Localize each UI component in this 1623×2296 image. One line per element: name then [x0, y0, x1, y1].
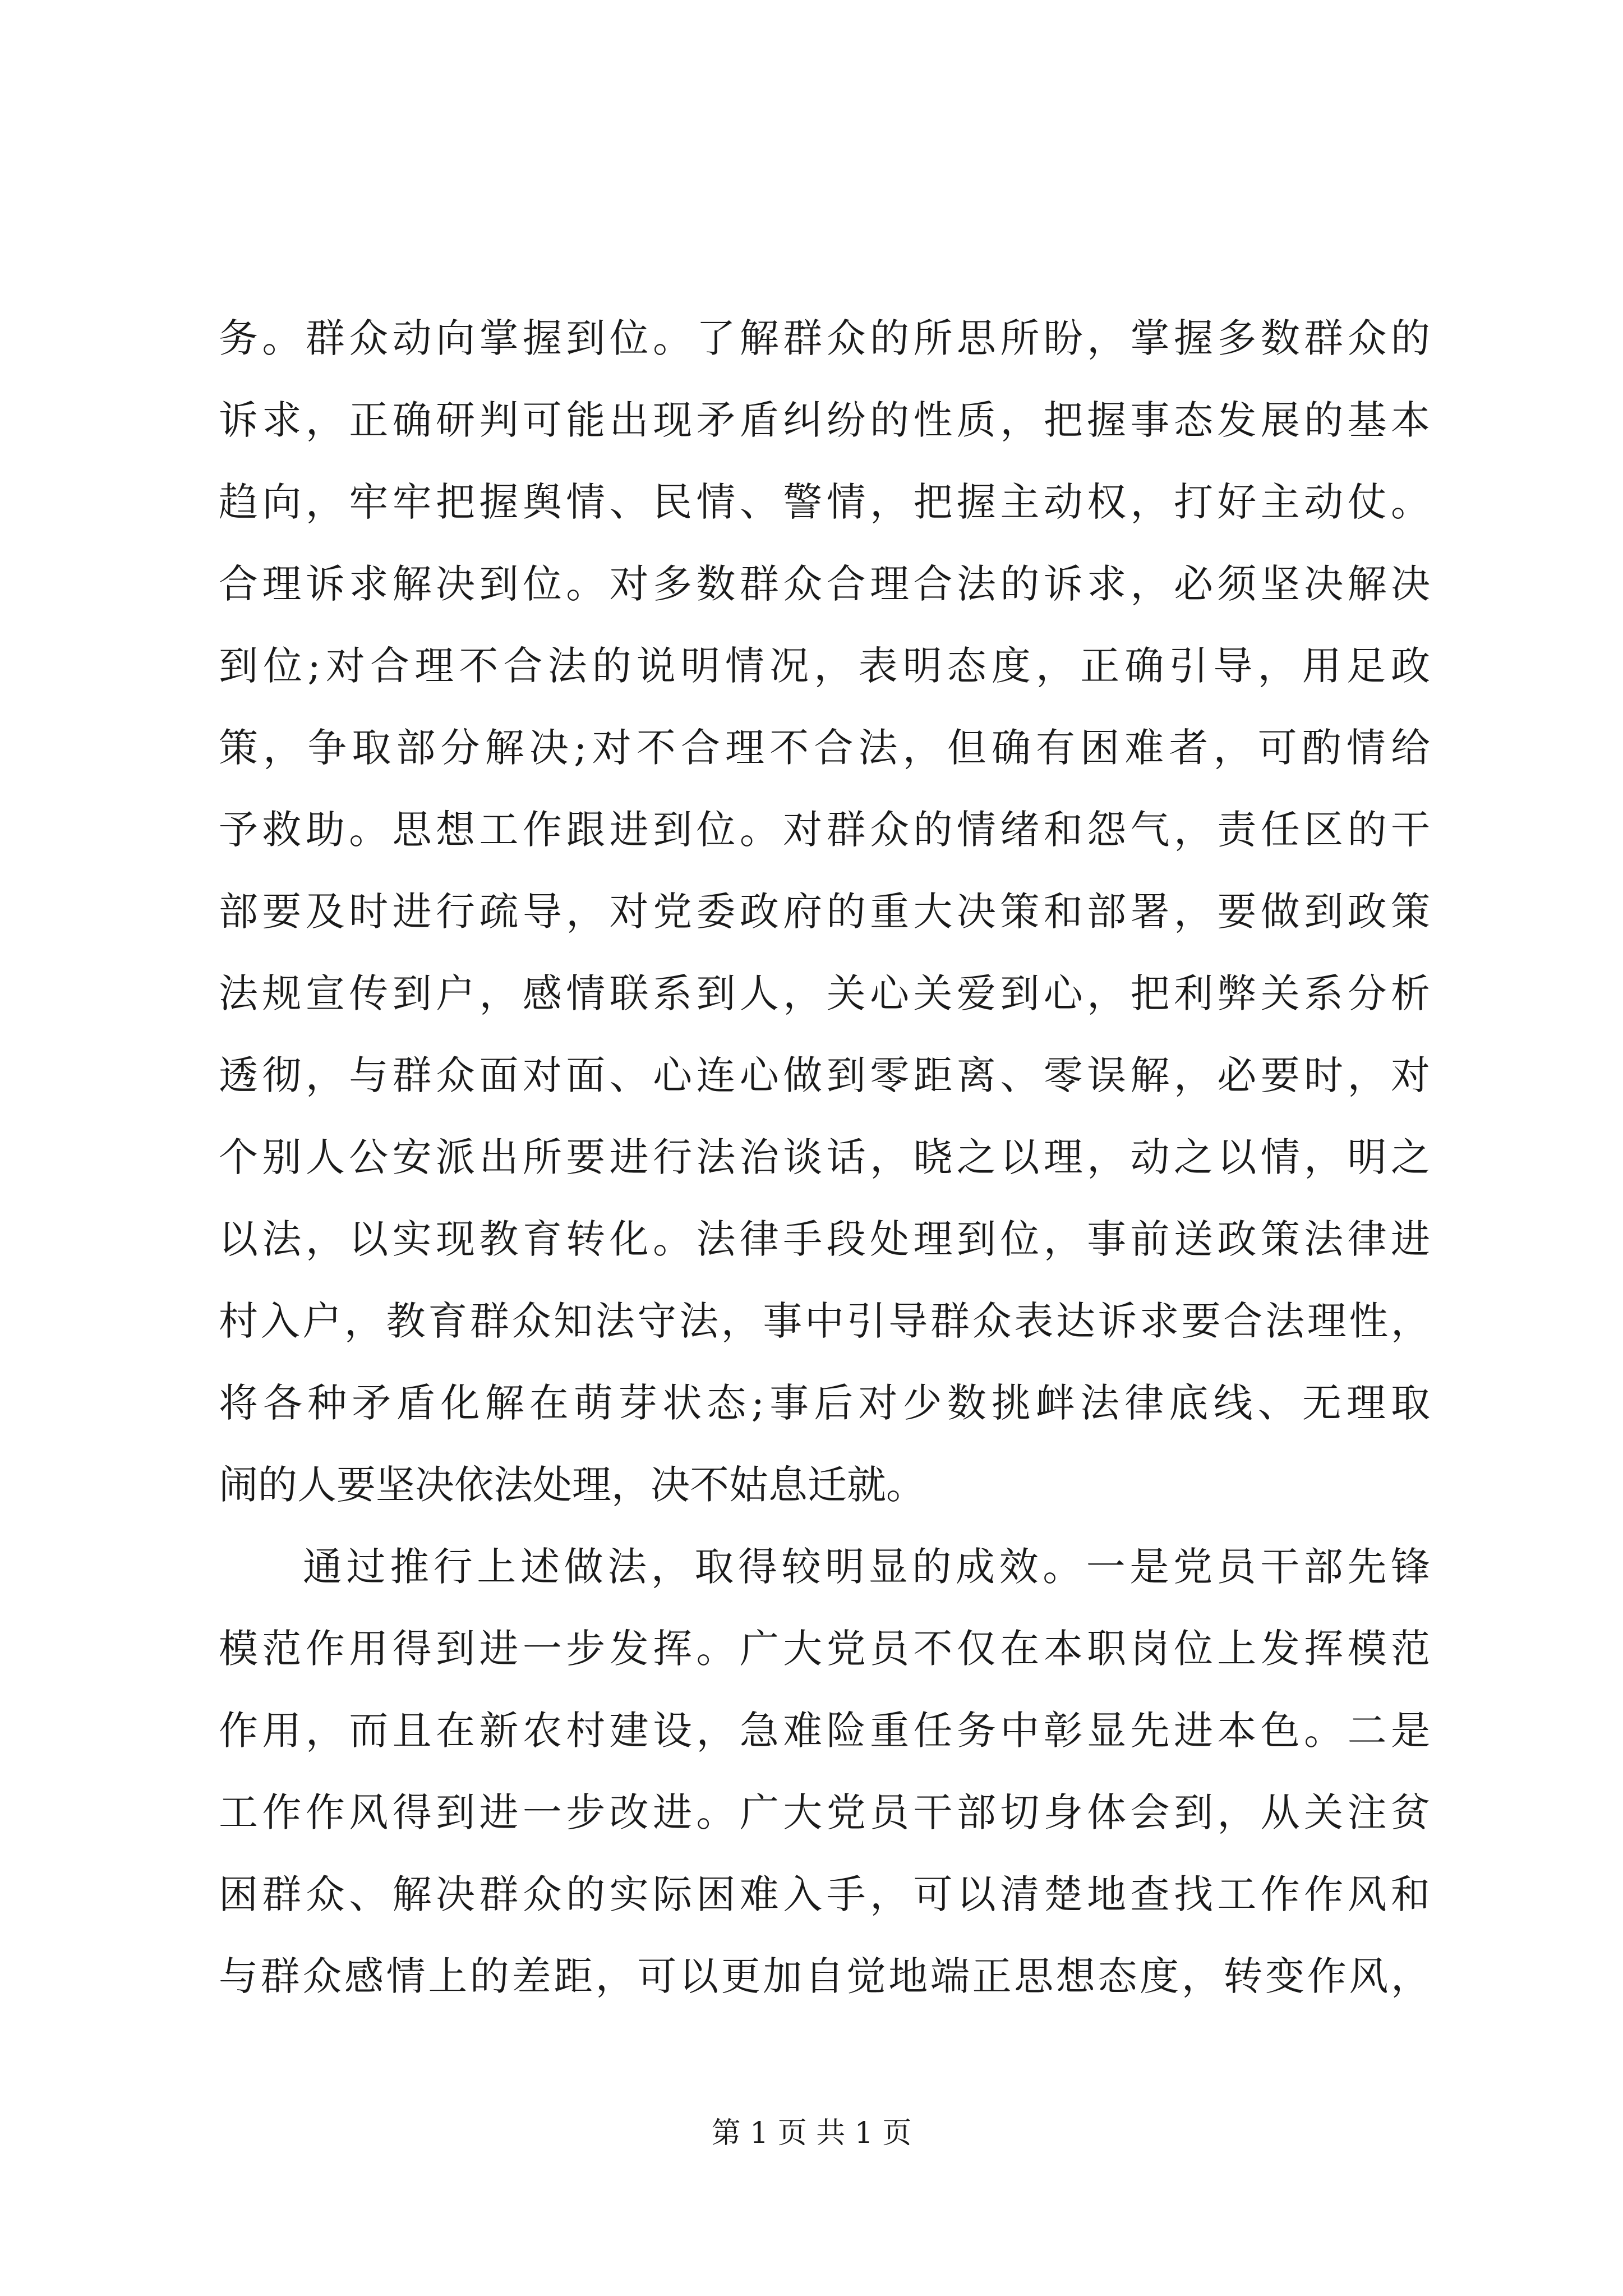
text-line: 务。群众动向掌握到位。了解群众的所思所盼，掌握多数群众的 — [219, 315, 1430, 361]
text-line: 工作作风得到进一步改进。广大党员干部切身体会到，从关注贫 — [219, 1789, 1430, 1835]
text-line: 予救助。思想工作跟进到位。对群众的情绪和怨气，责任区的干 — [219, 807, 1430, 853]
text-line: 困群众、解决群众的实际困难入手，可以清楚地查找工作作风和 — [219, 1871, 1430, 1917]
text-line: 部要及时进行疏导，对党委政府的重大决策和部署，要做到政策 — [219, 889, 1430, 935]
text-line: 闹的人要坚决依法处理，决不姑息迁就。 — [219, 1462, 925, 1508]
text-line: 策，争取部分解决;对不合理不合法，但确有困难者，可酌情给 — [219, 725, 1430, 771]
text-line: 透彻，与群众面对面、心连心做到零距离、零误解，必要时，对 — [219, 1052, 1430, 1098]
text-line: 到位;对合理不合法的说明情况，表明态度，正确引导，用足政 — [219, 643, 1430, 689]
text-line: 法规宣传到户，感情联系到人，关心关爱到心，把利弊关系分析 — [219, 970, 1430, 1016]
text-line: 个别人公安派出所要进行法治谈话，晓之以理，动之以情，明之 — [219, 1134, 1430, 1180]
text-line: 村入户，教育群众知法守法，事中引导群众表达诉求要合法理性， — [219, 1298, 1430, 1344]
text-line: 作用，而且在新农村建设，急难险重任务中彰显先进本色。二是 — [219, 1708, 1430, 1754]
text-line: 诉求，正确研判可能出现矛盾纠纷的性质，把握事态发展的基本 — [219, 397, 1430, 443]
text-line: 趋向，牢牢把握舆情、民情、警情，把握主动权，打好主动仗。 — [219, 479, 1430, 525]
text-line: 以法，以实现教育转化。法律手段处理到位，事前送政策法律进 — [219, 1216, 1430, 1262]
body-text — [219, 297, 1430, 2017]
text-line: 通过推行上述做法，取得较明显的成效。一是党员干部先锋 — [303, 1544, 1430, 1590]
text-line: 将各种矛盾化解在萌芽状态;事后对少数挑衅法律底线、无理取 — [219, 1380, 1430, 1426]
text-line: 模范作用得到进一步发挥。广大党员不仅在本职岗位上发挥模范 — [219, 1626, 1430, 1672]
text-line: 合理诉求解决到位。对多数群众合理合法的诉求，必须坚决解决 — [219, 561, 1430, 607]
text-line: 与群众感情上的差距，可以更加自觉地端正思想态度，转变作风， — [219, 1953, 1430, 1999]
page-footer: 第 1 页 共 1 页 — [711, 2116, 912, 2150]
